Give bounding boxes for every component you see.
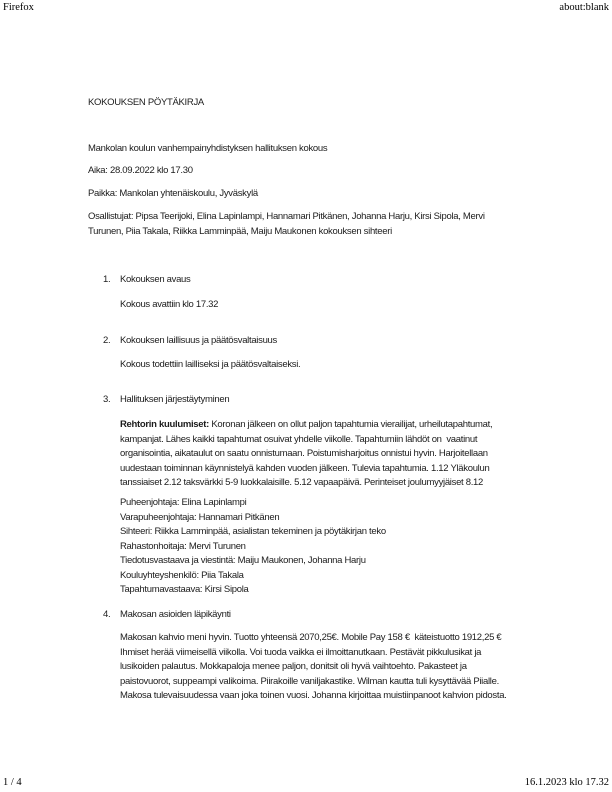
text-line: Makosa tulevaisuudessa vaan joka toinen vuosi. Johanna kirjoittaa muistiinpanoot kahvion pidosta.	[120, 690, 507, 701]
text-line: kampanjat. Lähes kaikki tapahtumat osuivat yhdelle viikolle. Tapahtumiin lähdöt on vaatinut	[120, 433, 478, 445]
section-2-title: Kokouksen laillisuus ja päätösvaltaisuus	[120, 335, 277, 346]
text-line: Turunen, Piia Takala, Riikka Lamminpää, Maiju Maukonen kokouksen sihteeri	[88, 225, 392, 237]
section-1-title: Kokouksen avaus	[120, 274, 191, 285]
text-line: paistovuorot, suppeampi valikoima. Piirakoille vaniljakastike. Wilman kautta tuli kysyttävää Piialle.	[120, 675, 499, 687]
section-4-number: 4.	[103, 609, 111, 620]
text-line: Ihmiset herää viimeisellä viikolla. Voi tuoda vaikka ei ilmoittanutkaan. Pestävät pikkulusikat ja	[120, 646, 482, 658]
section-2-number: 2.	[103, 335, 111, 346]
section-4-title: Makosan asioiden läpikäynti	[120, 609, 231, 620]
print-footer	[3, 776, 609, 789]
meta-place: Paikka: Mankolan yhtenäiskoulu, Jyväskylä	[88, 188, 258, 199]
section-2-body: Kokous todettiin lailliseksi ja päätösvaltaiseksi.	[120, 359, 301, 370]
section-4-paragraph	[120, 631, 507, 704]
section-3-heading	[88, 393, 229, 408]
doc-subtitle: Mankolan koulun vanhempainyhdistyksen hallituksen kokous	[88, 143, 328, 154]
text-line: uudestaan toiminnan käynnistelyä kahden vuoden jälkeen. Tulevia tapahtumia. 1.12 Yläkoulun	[120, 462, 490, 474]
role-line: Puheenjohtaja: Elina Lapinlampi	[120, 497, 247, 508]
section-1-heading	[88, 273, 191, 288]
role-line: Kouluyhteyshenkilö: Piia Takala	[120, 569, 244, 581]
section-2-heading	[88, 334, 277, 349]
section-3-paragraph	[120, 418, 492, 491]
role-line: Varapuheenjohtaja: Hannamari Pitkänen	[120, 511, 280, 523]
meta-time: Aika: 28.09.2022 klo 17.30	[88, 165, 193, 176]
print-footer-page-indicator: 1 / 4	[3, 777, 22, 788]
text-line: organisointia, aikataulut on saatu onnistumaan. Poistumisharjoitus onnistui hyvin. Harjoitellaan	[120, 448, 488, 459]
section-3-number: 3.	[103, 394, 111, 405]
roles-list	[120, 496, 386, 598]
doc-title: KOKOUKSEN PÖYTÄKIRJA	[88, 97, 204, 108]
bold-lead: Rehtorin kuulumiset:	[120, 419, 212, 430]
text-line: Makosan kahvio meni hyvin. Tuotto yhteensä 2070,25€. Mobile Pay 158 € käteistuotto 1912,25 €	[120, 632, 502, 643]
text-line: lusikoiden palautus. Mokkapaloja menee paljon, donitsit oli hyvä vaihtoehto. Pakasteet ja	[120, 661, 467, 672]
text-line: Osallistujat: Pipsa Teerijoki, Elina Lapinlampi, Hannamari Pitkänen, Johanna Harju, Kirsi Sipola, Mervi	[88, 211, 485, 222]
text-line: Rehtorin kuulumiset: Koronan jälkeen on ollut paljon tapahtumia vierailijat, urheilutapahtumat,	[120, 419, 493, 430]
section-4-heading	[88, 608, 231, 623]
section-1-number: 1.	[103, 274, 111, 285]
print-header	[3, 1, 609, 14]
text-line: tanssiaiset 2.12 taksvärkki 5-9 luokkalaisille. 5.12 vapaapäivä. Perinteiset joulumyyjäiset 8.12	[120, 477, 484, 488]
section-1-body: Kokous avattiin klo 17.32	[120, 299, 219, 310]
role-line: Tapahtumavastaava: Kirsi Sipola	[120, 584, 249, 595]
role-line: Rahastonhoitaja: Mervi Turunen	[120, 540, 246, 552]
print-footer-timestamp: 16.1.2023 klo 17.32	[524, 777, 609, 788]
print-header-browser: Firefox	[3, 2, 34, 13]
meta-participants	[88, 210, 485, 239]
role-line: Tiedotusvastaava ja viestintä: Maiju Maukonen, Johanna Harju	[120, 555, 366, 566]
section-3-title: Hallituksen järjestäytyminen	[120, 394, 230, 405]
print-header-url: about:blank	[559, 2, 609, 13]
role-line: Sihteeri: Riikka Lamminpää, asialistan tekeminen ja pöytäkirjan teko	[120, 526, 386, 537]
